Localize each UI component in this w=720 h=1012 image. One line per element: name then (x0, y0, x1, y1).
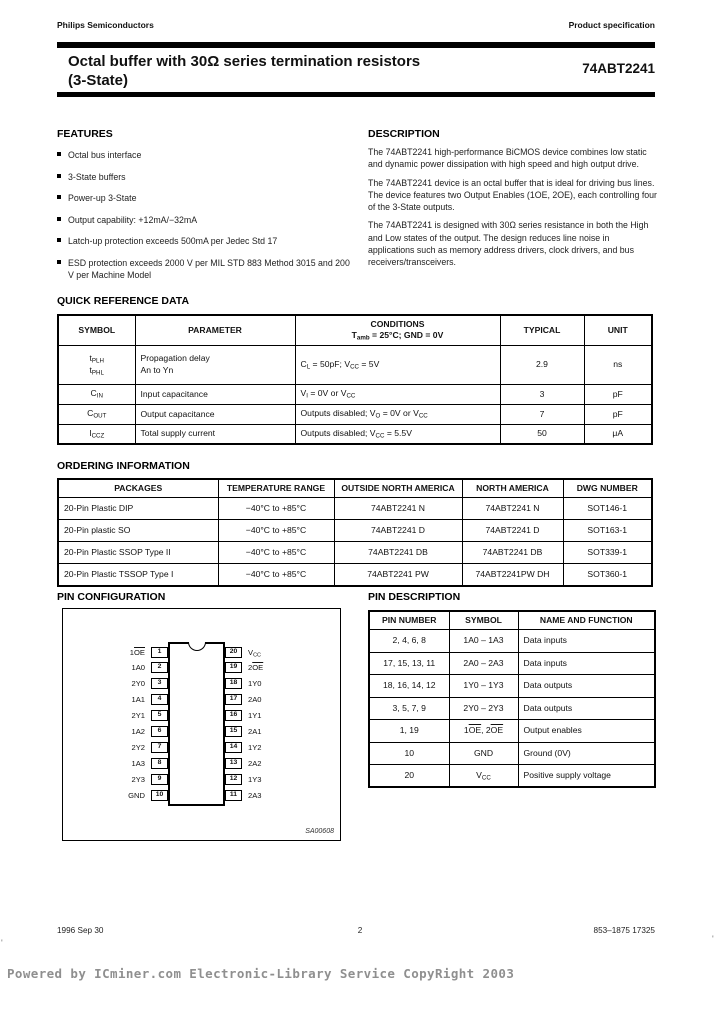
vendor-name: Philips Semiconductors (57, 20, 154, 30)
table-cell: SOT339-1 (563, 542, 652, 564)
column-header: OUTSIDE NORTH AMERICA (334, 479, 462, 498)
table-cell: 18, 16, 14, 12 (369, 675, 449, 698)
table-cell: SOT146-1 (563, 498, 652, 520)
table-row (369, 720, 655, 743)
table-row (58, 564, 652, 586)
table-row (58, 404, 652, 424)
pin-label: 2Y3 (131, 774, 145, 784)
table-cell: Output capacitance (135, 404, 295, 424)
table-cell: Ground (0V) (518, 742, 655, 765)
pin-label: 1Y1 (248, 711, 262, 721)
table-cell: Data inputs (518, 652, 655, 675)
table-cell: 17, 15, 13, 11 (369, 652, 449, 675)
table-cell: 74ABT2241 N (334, 498, 462, 520)
pin-label: GND (128, 790, 145, 800)
title-line-2: (3-State) (68, 72, 129, 89)
pin-label: $2\overline{OE}$ (248, 663, 264, 673)
pin-number: 17 (225, 694, 242, 705)
table-row (369, 697, 655, 720)
pin-number: 19 (225, 662, 242, 673)
part-number: 74ABT2241 (582, 61, 655, 76)
table-cell: 74ABT2241 D (334, 520, 462, 542)
table-cell: Data outputs (518, 697, 655, 720)
column-header: DWG NUMBER (563, 479, 652, 498)
table-cell: −40°C to +85°C (218, 542, 334, 564)
table-cell: 1A0 – 1A3 (449, 630, 518, 653)
table-header-row (58, 315, 652, 345)
table-cell: Data inputs (518, 630, 655, 653)
quick-reference-heading: QUICK REFERENCE DATA (57, 295, 190, 307)
column-header: PARAMETER (135, 315, 295, 345)
description-paragraph: The 74ABT2241 high-performance BiCMOS device combines low static and dynamic power dissipation with high speed and high output drive. (368, 147, 647, 170)
pin-label: 1Y3 (248, 774, 262, 784)
table-cell: Total supply current (135, 424, 295, 444)
pin-label: 2Y2 (131, 742, 145, 752)
table-header-row (369, 611, 655, 630)
column-header: TYPICAL (500, 315, 584, 345)
table-cell: −40°C to +85°C (218, 564, 334, 586)
table-cell: 20-Pin Plastic DIP (58, 498, 218, 520)
table-header-row (58, 479, 652, 498)
pin-number: 8 (151, 758, 168, 769)
feature-item: Output capability: +12mA/−32mA (57, 214, 355, 226)
pin-label: $V_{CC}$ (248, 647, 261, 659)
table-cell: SOT360-1 (563, 564, 652, 586)
table-cell: 2, 4, 6, 8 (369, 630, 449, 653)
title-rule-bottom (57, 92, 655, 97)
table-cell: 20-Pin Plastic SSOP Type II (58, 542, 218, 564)
pin-number: 14 (225, 742, 242, 753)
feature-item: Latch-up protection exceeds 500mA per Jedec Std 17 (57, 235, 355, 247)
figure-code: SA00608 (305, 828, 334, 835)
description-paragraphs (368, 146, 658, 269)
scan-mark-left: ' (1, 938, 3, 948)
scan-mark-right: ' (712, 934, 714, 944)
pin-label: 2Y0 (131, 679, 145, 689)
pin-label: 1Y2 (248, 742, 262, 752)
table-cell: 74ABT2241 DB (462, 542, 563, 564)
pin-number: 10 (151, 790, 168, 801)
pin-label: $1\overline{OE}$ (129, 647, 145, 657)
table-row (58, 520, 652, 542)
table-cell: $1\overline{OE}$, $2\overline{OE}$ (449, 720, 518, 743)
table-cell: Data outputs (518, 675, 655, 698)
column-header: TEMPERATURE RANGE (218, 479, 334, 498)
table-cell: 7 (500, 404, 584, 424)
table-cell: 74ABT2241PW DH (462, 564, 563, 586)
description-heading: DESCRIPTION (368, 128, 440, 140)
table-cell: −40°C to +85°C (218, 498, 334, 520)
page-title (68, 52, 548, 90)
table-cell: Input capacitance (135, 384, 295, 404)
quick-reference-table (57, 314, 653, 445)
table-cell: $t_{PLH}$ $t_{PHL}$ (58, 345, 135, 384)
pin-description-table (368, 610, 656, 788)
pin-label: 2A0 (248, 695, 262, 705)
pin-label: 2A2 (248, 758, 262, 768)
table-cell: ns (584, 345, 652, 384)
column-header: CONDITIONS $T_{amb} = 25^\circ C$; GND = 0V (295, 315, 500, 345)
table-cell: 74ABT2241 PW (334, 564, 462, 586)
table-cell: Propagation delay An to Yn (135, 345, 295, 384)
table-cell: 20 (369, 765, 449, 788)
table-row (58, 345, 652, 384)
table-row (369, 765, 655, 788)
table-row (369, 675, 655, 698)
table-cell: μA (584, 424, 652, 444)
footer-page-number: 2 (357, 926, 363, 935)
spec-type-label: Product specification (568, 20, 655, 30)
table-cell: $C_L = 50pF$; $V_{CC} = 5V$ (295, 345, 500, 384)
pin-number: 15 (225, 726, 242, 737)
pin-number: 11 (225, 790, 242, 801)
pin-number: 1 (151, 647, 168, 658)
table-cell: $C_{IN}$ (58, 384, 135, 404)
pin-configuration-heading: PIN CONFIGURATION (57, 591, 166, 603)
ordering-table (57, 478, 653, 587)
table-row (369, 742, 655, 765)
table-cell: $V_I = 0V$ or $V_{CC}$ (295, 384, 500, 404)
table-cell: 2A0 – 2A3 (449, 652, 518, 675)
title-rule-top (57, 42, 655, 48)
table-row (369, 630, 655, 653)
table-row (58, 384, 652, 404)
table-cell: SOT163-1 (563, 520, 652, 542)
title-line-1: Octal buffer with 30Ω series termination resistors (68, 53, 421, 70)
pin-number: 9 (151, 774, 168, 785)
feature-item: 3-State buffers (57, 171, 355, 183)
pin-configuration-figure (62, 608, 341, 841)
table-cell: GND (449, 742, 518, 765)
table-cell: 50 (500, 424, 584, 444)
pin-number: 3 (151, 678, 168, 689)
pin-number: 7 (151, 742, 168, 753)
description-paragraph: The 74ABT2241 is designed with 30Ω series resistance in both the High and Low states of the output. The design reduces line noise in applications such as memory address drivers, clock drivers, and bus receivers/transceivers. (368, 220, 649, 268)
column-header: UNIT (584, 315, 652, 345)
table-cell: 74ABT2241 N (462, 498, 563, 520)
column-header: PIN NUMBER (369, 611, 449, 630)
pin-number: 16 (225, 710, 242, 721)
table-cell: Outputs disabled; $V_{CC} = 5.5V$ (295, 424, 500, 444)
column-header: SYMBOL (449, 611, 518, 630)
table-cell: 1Y0 – 1Y3 (449, 675, 518, 698)
pin-number: 6 (151, 726, 168, 737)
table-cell: 3, 5, 7, 9 (369, 697, 449, 720)
column-header: SYMBOL (58, 315, 135, 345)
table-cell: 3 (500, 384, 584, 404)
table-row (58, 498, 652, 520)
table-row (58, 424, 652, 444)
pin-label: 2Y1 (131, 711, 145, 721)
table-cell: Outputs disabled; $V_O = 0V$ or $V_{CC}$ (295, 404, 500, 424)
features-section (57, 128, 355, 290)
table-cell: 20-Pin plastic SO (58, 520, 218, 542)
column-header: NORTH AMERICA (462, 479, 563, 498)
footer-date: 1996 Sep 30 (57, 926, 104, 935)
pin-label: 1A0 (131, 663, 145, 673)
feature-item: ESD protection exceeds 2000 V per MIL STD 883 Method 3015 and 200 V per Machine Model (57, 257, 355, 281)
table-cell: 1, 19 (369, 720, 449, 743)
table-cell: −40°C to +85°C (218, 520, 334, 542)
pin-label: 2A3 (248, 790, 262, 800)
column-header: NAME AND FUNCTION (518, 611, 655, 630)
pin-number: 5 (151, 710, 168, 721)
column-header: PACKAGES (58, 479, 218, 498)
pin-number: 13 (225, 758, 242, 769)
table-cell: 2.9 (500, 345, 584, 384)
table-cell: 20-Pin Plastic TSSOP Type I (58, 564, 218, 586)
pin-label: 2A1 (248, 727, 262, 736)
ordering-heading: ORDERING INFORMATION (57, 460, 190, 472)
pin-number: 2 (151, 662, 168, 673)
table-cell: Positive supply voltage (518, 765, 655, 788)
footer-document-code: 853–1875 17325 (593, 926, 655, 935)
pin-label: 1A1 (131, 695, 145, 705)
feature-item: Octal bus interface (57, 149, 355, 161)
pin-number: 18 (225, 678, 242, 689)
table-row (58, 542, 652, 564)
pin-description-heading: PIN DESCRIPTION (368, 591, 461, 603)
table-cell: Output enables (518, 720, 655, 743)
table-cell: pF (584, 384, 652, 404)
dip-package-body (168, 642, 225, 806)
table-cell: $I_{CCZ}$ (58, 424, 135, 444)
table-cell: 10 (369, 742, 449, 765)
table-cell: 74ABT2241 DB (334, 542, 462, 564)
table-cell: 74ABT2241 D (462, 520, 563, 542)
pin-number: 20 (225, 647, 242, 658)
description-paragraph: The 74ABT2241 device is an octal buffer that is ideal for driving bus lines. The device features two Output Enables (1OE, 2OE), each controlling four of the 3-State outputs. (368, 177, 657, 213)
feature-item: Power-up 3-State (57, 192, 355, 204)
pin-label: 1Y0 (248, 679, 262, 689)
pin-number: 12 (225, 774, 242, 785)
description-section (368, 128, 658, 269)
features-heading: FEATURES (57, 128, 113, 140)
features-list (57, 149, 355, 281)
pin-label: 1A2 (131, 727, 145, 736)
table-row (369, 652, 655, 675)
table-cell: $V_{CC}$ (449, 765, 518, 788)
table-cell: $C_{OUT}$ (58, 404, 135, 424)
pin-label: 1A3 (131, 758, 145, 768)
table-cell: 2Y0 – 2Y3 (449, 697, 518, 720)
table-cell: pF (584, 404, 652, 424)
pin-number: 4 (151, 694, 168, 705)
watermark-text: Powered by ICminer.com Electronic-Library Service CopyRight 2003 (7, 966, 515, 981)
package-notch-icon (188, 642, 206, 651)
